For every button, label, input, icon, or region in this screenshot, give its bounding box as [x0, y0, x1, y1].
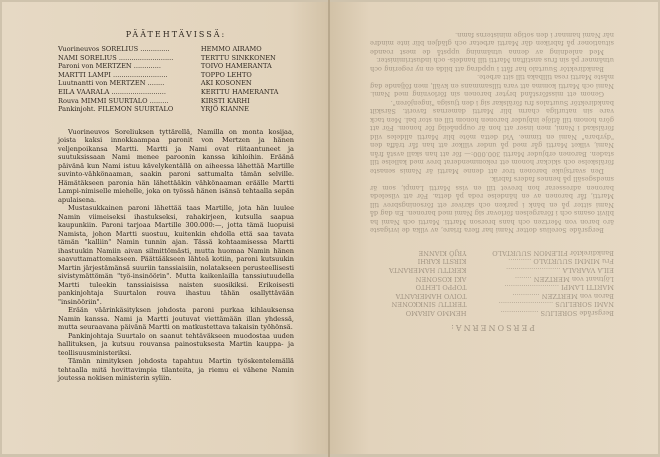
cast-row: [370, 248, 614, 257]
cast-role: NAMI SORELIUS ..........................: [498, 300, 614, 309]
cast-row: [58, 79, 294, 88]
cast-actor: KERTTU HAMERANTA: [200, 87, 279, 96]
cast-role: Fru MIMMI SUURTALO ...........: [508, 257, 614, 266]
cast-actor: YRJÖ KIANNE: [418, 248, 467, 257]
synopsis-paragraph-swedish: Bankdirektör Suurtalo har fått i uppdrag att bilda en ny regering och utnämner på sin frus anstiftan Martti till handels- och industriminister.: [370, 56, 614, 73]
cast-list: [58, 45, 294, 114]
cast-actor: KIRSTI KARHI: [417, 257, 467, 266]
cast-row: [58, 88, 294, 97]
cast-row: [370, 282, 614, 291]
cast-role: MARTTI LAMPI ..........................: [58, 70, 168, 79]
cast-heading-swedish: PERSONERNA:: [449, 322, 535, 332]
cast-actor: KIRSTI KARHI: [200, 96, 250, 105]
cast-row: [370, 308, 614, 317]
cast-role: Löjtnant von MERTZEN ........: [514, 274, 614, 283]
cast-role: Pankinjoht. FILEMON SUURTALO: [58, 105, 174, 114]
synopsis-paragraph: Pankinjohtaja Suurtalo on saanut tehtäväkseen muodostaa uuden hallituksen, ja kutsuu rouvansa painostuksesta Martin kauppa- ja teollisuusministeriksi.: [58, 331, 294, 357]
cast-actor: AKI KOSONEN: [415, 274, 467, 283]
cast-role: Rouva MIMMI SUURTALO .........: [58, 96, 169, 105]
synopsis-paragraph-swedish: Bergsråde Sorelius dotter Nami har flera friare, av vilka de ivrigaste äro baron von Mertzen och hans brorson Martti. Martti och Nami ha blivit osams och i förargelsen förlovar sig Nami med baronen. En dag då Nami sitter på en bänk i parken och skriver ett försoningsbrev till Martti, får baronen av en händelse reda på detta. För att vilseleda baronen adresserar hon brevet till en viss Martti Lampi, som är smedsgesäll på hennes faders fabrik.: [370, 175, 614, 234]
right-page-show-through: [330, 2, 658, 454]
cast-actor: KERTTU HAMERANTA: [388, 265, 467, 274]
cast-role: EILA VAARALA ..........................: [58, 87, 166, 96]
cast-role: Bankdirektör FILEMON SUURTALO: [492, 248, 614, 257]
cast-role: NAMI SORELIUS ..........................: [58, 53, 174, 62]
cast-actor: AKI KOSONEN: [200, 79, 252, 88]
cast-role: Luutnantti von MERTZEN ........: [58, 79, 165, 88]
cast-row: [370, 257, 614, 266]
cast-row: [370, 291, 614, 300]
cast-actor: TOIVO HAMERANTA: [395, 291, 467, 300]
cast-row: [58, 54, 294, 63]
cast-row: [58, 45, 294, 54]
cast-row: [370, 300, 614, 309]
cast-actor: TERTTU SINKKONEN: [200, 53, 276, 62]
synopsis-paragraph: Mustasukkainen paroni lähettää taas Martille, jota hän luulee Namin viimeiseksi ihastukseksi, rahakirjeen, kutsulla saapua kaupunkiin. Paroni tarjoaa Martille 300.000:—, jotta tämä luopuisi Namista, johon Martti suostuu, kuitenkin ehdolla että saa tavata tämän "kalliin" Namin tunnin ajan. Tässä kohtaamisessa Martti ihastuukin Namiin aivan silmittömästi, mutta huomaa Namin hänen saavuttamattomakseen. Päättääkseen lähteä kotiin, paroni kutsuukin Martin järjestämänsä suuriin tanssiaisiin, nolatakseen perusteellisesti sivistymättömän "työ-insinöörin". Mutta kaikenlailla tanssiutuudella Martti tuleekin tanssiaisissa naisten suosikiksi. Erikoisesti pankinjohtaja Suurtalon rouva ihastuu tähän osallyttävään "insinööriin".: [58, 204, 294, 306]
cast-actor: TOIVO HAMERANTA: [200, 62, 272, 71]
cast-actor: HEMMO AIRAMO: [200, 45, 262, 53]
cast-row: [58, 71, 294, 80]
cast-row: [58, 62, 294, 71]
cast-role: MARTTI LAMPI ..........................: [504, 282, 614, 291]
cast-role: Baron von MERTZEN .............: [512, 291, 614, 300]
cast-heading: PÄÄTEHTÄVISSÄ:: [125, 30, 227, 39]
synopsis-paragraph-swedish: Den svartsjuke baronen tror att denne Martti är Namis senaste förälskelse och skickar honom ett rekommenderat brev med kallelse till staden. Baronen erbjuder Martti 300.000:— för att han skall avstå från Nami, vilket Martti går med på under villkor att han får träffa den "dyrbara" Nami en timme. Vid detta möte blir Martti alldeles vild förälskad i Nami, men inser att hon är ouppnåelig för honom. För att göra honom till åtlöje inbjuder baronen honom till en stor bal. Men tack vare sin naturliga charm blir Martti damernas favorit. Särskilt bankdirektör Suurtalos fru förälskar sig i den tjusiga "ingenjören".: [370, 98, 614, 175]
synopsis-paragraph: Erään väärinkäsityksen johdosta paroni purkaa kihlauksensa Namin kanssa. Nami ja Martti joutuvat viettämään illan yhdessä, mutta seuraavana päivänä Martti on matkustettava takaisin työhönsä.: [58, 306, 294, 332]
cast-actor: TOPPO LEHTO: [200, 70, 252, 79]
left-page: [2, 2, 328, 454]
cast-actor: YRJÖ KIANNE: [200, 105, 249, 114]
cast-row: [58, 97, 294, 106]
left-page-content: [58, 30, 294, 383]
cast-actor: TERTTU SINKKONEN: [391, 300, 467, 309]
synopsis-paragraph-swedish: Genom ett missförstånd bryter baronen sin förlovning med Nami. Nami och Martti komma att vara tillsammans en kväll, men följande dag måste Martti resa tillbaka till sitt arbete.: [370, 73, 614, 98]
cast-actor: HEMMO AIRAMO: [405, 308, 467, 317]
cast-row: [58, 105, 294, 114]
cast-role: EILA VAARALA ..........................: [506, 265, 614, 274]
cast-row: [370, 265, 614, 274]
right-page-content-mirrored: [370, 30, 614, 332]
synopsis-paragraph: Vuorineuvos Soreliuksen tyttärellä, Namilla on monta kosijaa, joista kaksi innokkaampaa paronit von Mertzen ja hänen veljenpoikansa Martti. Martti ja Nami ovat riitaantuneet ja suutuksissaan Nami menee paroonin kanssa kihloihin. Eräänä päivänä kun Nami istuu kävelykentällä on aiheessa lähettää Martille suvinto-vähkönaaman, saakin paroni sattumalta tämän selville. Hämätäkseen paronia hän lähettääkin vähkönaaman eräälle Martti Lampi-nimiselle miehelle, joka on työssä hänen isänsä tehtaalla sepän apulaisena.: [58, 127, 294, 204]
cast-role: Vuorineuvos SORELIUS ..............: [58, 45, 170, 53]
cast-actor: TOPPO LEHTO: [415, 282, 467, 291]
cast-role: Paroni von MERTZEN .............: [58, 62, 162, 71]
synopsis-paragraph-swedish: Med anledning av denna utnämning uppstå de mest roande situationer på fabriken där Martti arbetar och glädjen blir inte mindre när Nami hamnar i den sotige ministerns famn.: [370, 30, 614, 56]
cast-list-swedish: [370, 248, 614, 317]
cast-role: Bergsråde SORELIUS ..................: [500, 308, 614, 317]
synopsis-paragraph: Tämän nimityksen johdosta tapahtuu Martin työskentelemällä tehtaalla mitä hovittavimpia tilanteita, ja riemu ei vähene Namin joutessa nokisen ministerin syliin.: [58, 357, 294, 383]
cast-row: [370, 274, 614, 283]
